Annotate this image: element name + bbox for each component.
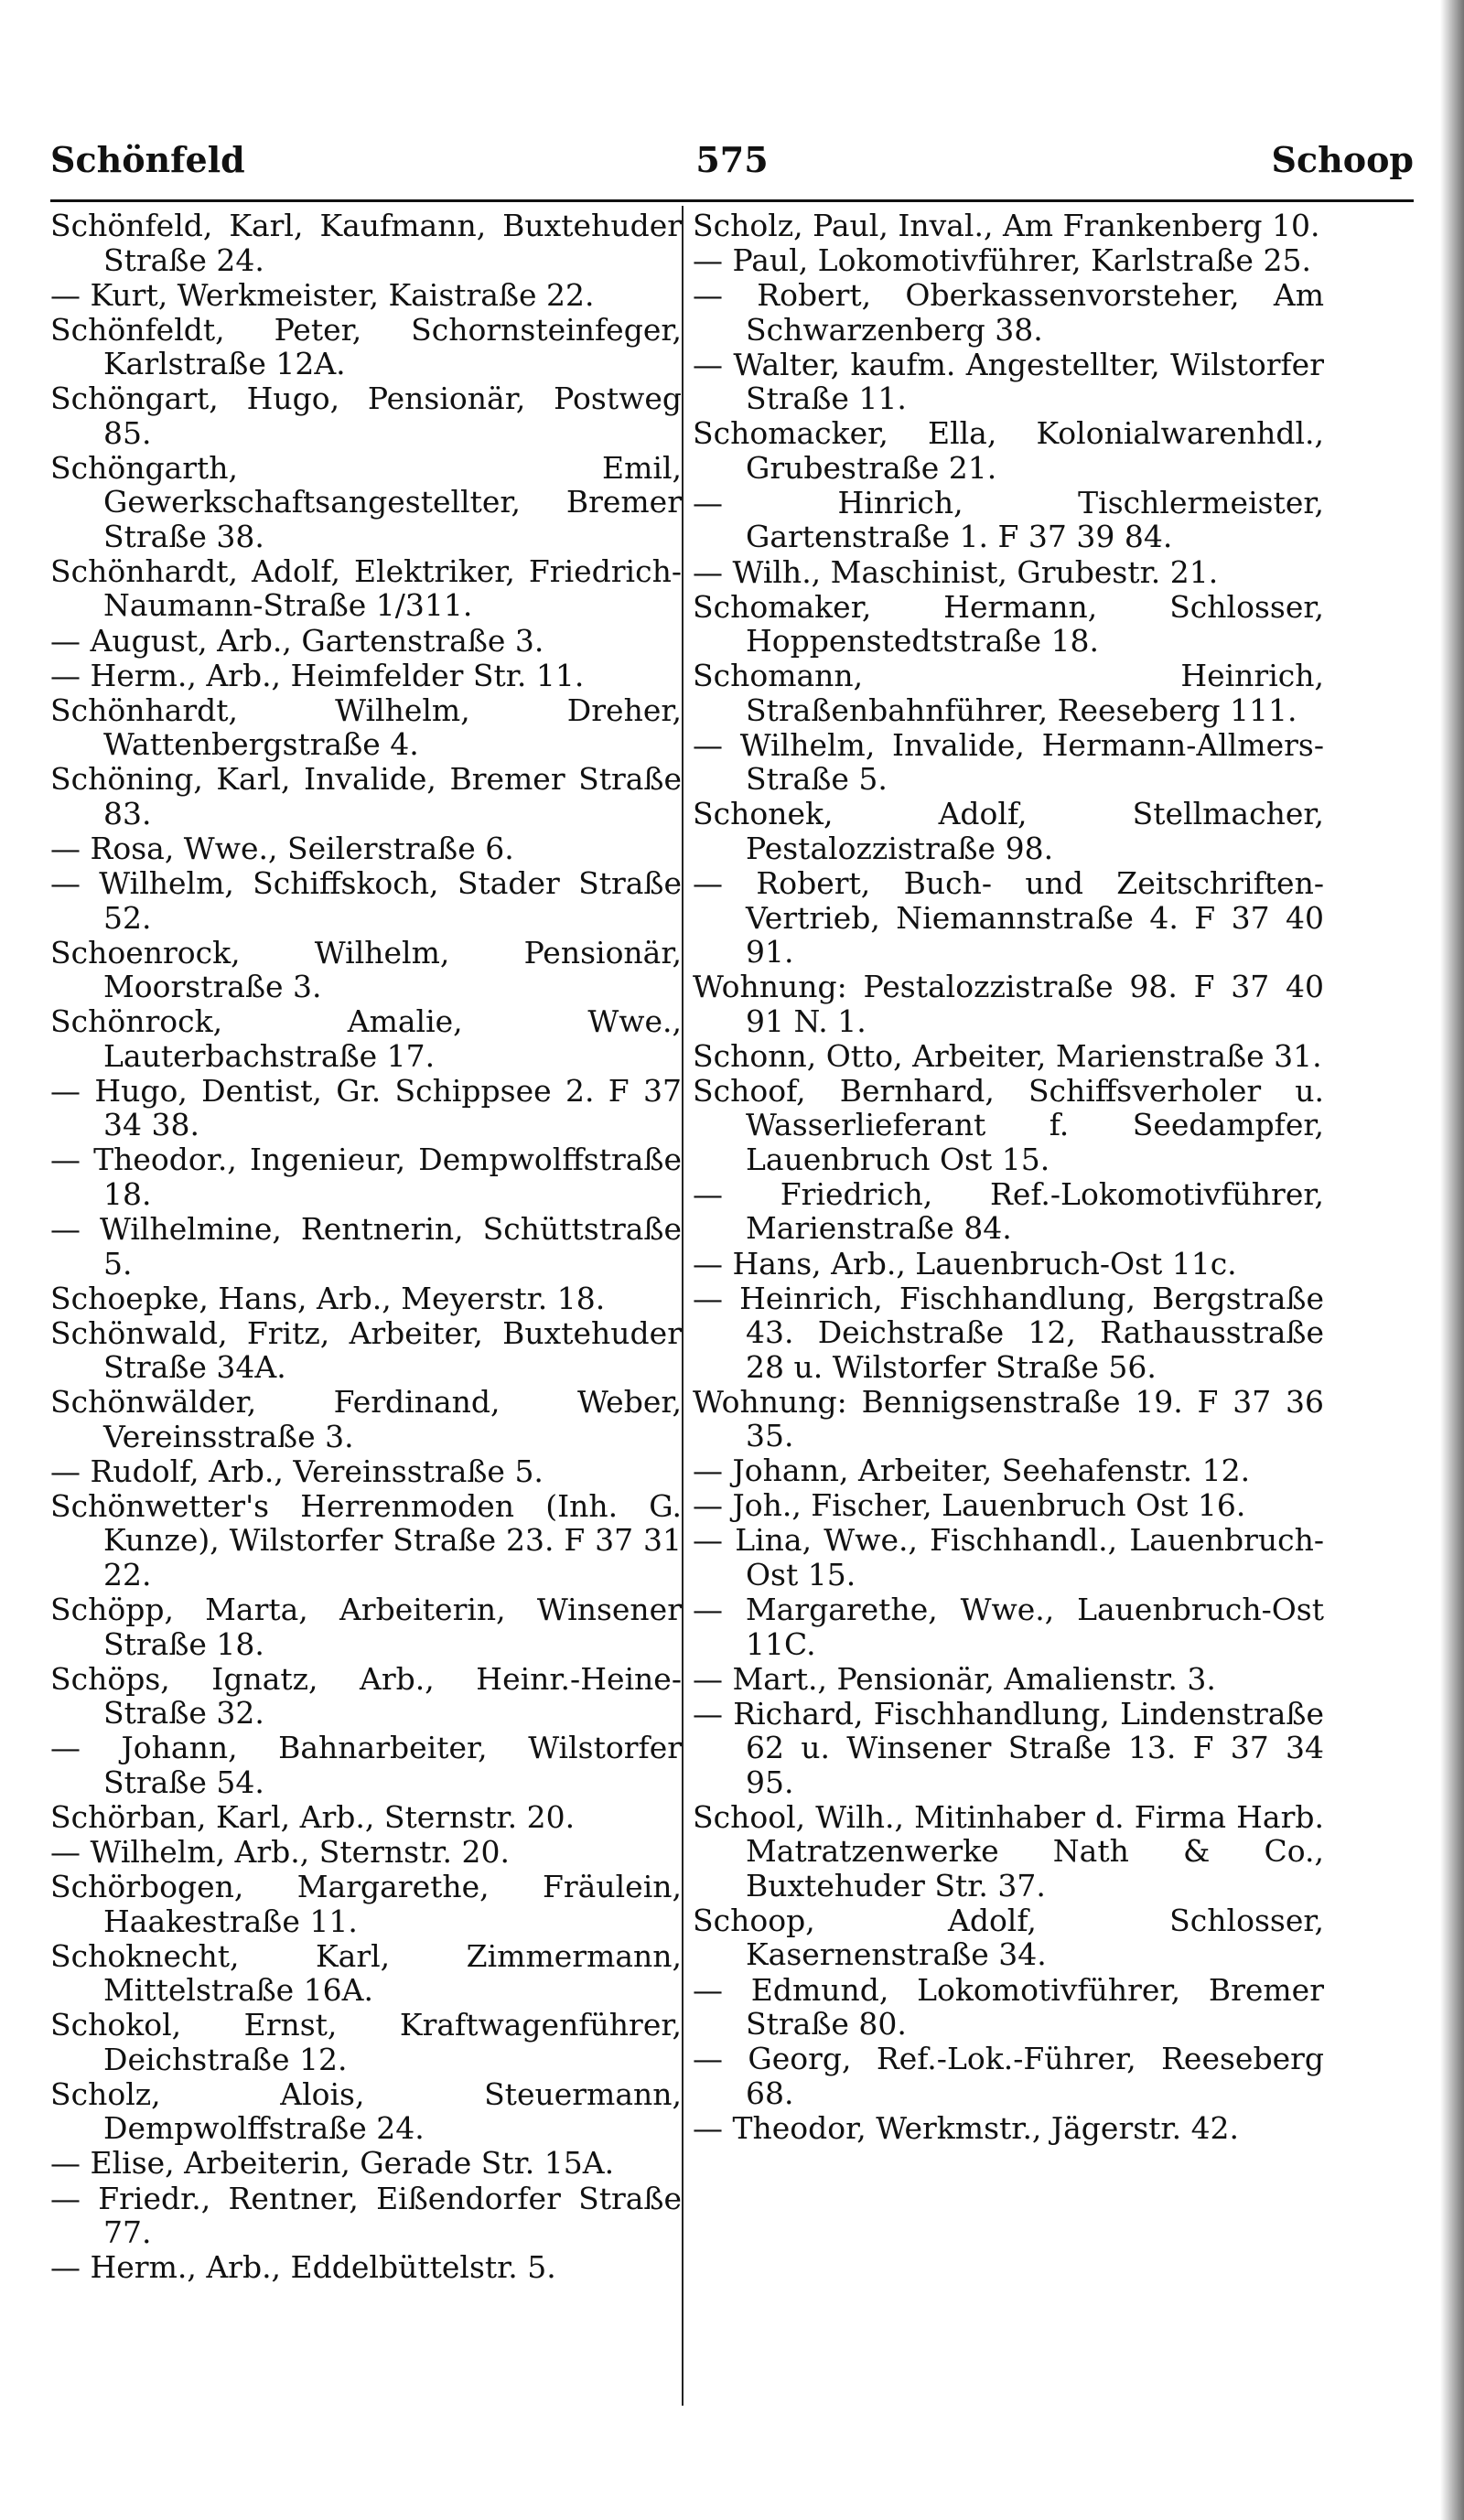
page-edge-shadow <box>1440 0 1464 2520</box>
list-item: — Georg, Ref.-Lok.-Führer, Reeseberg 68. <box>693 2041 1324 2111</box>
list-item: — Heinrich, Fischhandlung, Bergstraße 43. Deichstraße 12, Rathausstraße 28 u. Wilstorfer Straße 56. <box>693 1280 1324 1385</box>
list-item: Schoknecht, Karl, Zimmermann, Mittelstraße 16A. <box>50 1937 682 2009</box>
list-item: Schönwälder, Ferdinand, Weber, Vereinsstraße 3. <box>50 1384 682 1454</box>
column-divider <box>682 206 684 2406</box>
list-item: — Wilhelm, Arb., Sternstr. 20. <box>50 1833 510 1870</box>
left-column <box>50 209 682 2404</box>
list-item: Schönfeld, Karl, Kaufmann, Buxtehuder Straße 24. <box>50 209 682 278</box>
list-item: Schomaker, Hermann, Schlosser, Hoppenstedtstraße 18. <box>693 588 1324 659</box>
list-item: — Rudolf, Arb., Vereinsstraße 5. <box>50 1453 544 1489</box>
list-item: Schörban, Karl, Arb., Sternstr. 20. <box>50 1798 576 1835</box>
list-item: — Wilhelm, Invalide, Hermann-Allmers-Straße 5. <box>693 726 1324 798</box>
list-item: — Mart., Pensionär, Amalienstr. 3. <box>693 1660 1216 1697</box>
list-item: — Edmund, Lokomotivführer, Bremer Straße 80. <box>693 1971 1324 2043</box>
header-rule <box>50 199 1414 202</box>
page-header <box>50 139 1414 194</box>
list-item: Schönhardt, Wilhelm, Dreher, Wattenbergstraße 4. <box>50 692 682 763</box>
list-item: Schomacker, Ella, Kolonialwarenhdl., Grubestraße 21. <box>693 415 1324 486</box>
list-item: Schoenrock, Wilhelm, Pensionär, Moorstraße 3. <box>50 934 682 1005</box>
header-left-catchword: Schönfeld <box>50 139 245 180</box>
list-item: Schöngarth, Emil, Gewerkschaftsangestellter, Bremer Straße 38. <box>50 449 682 554</box>
list-item: Wohnung: Pestalozzistraße 98. F 37 40 91 N. 1. <box>693 969 1324 1039</box>
header-right-catchword: Schoop <box>1271 139 1414 180</box>
list-item: — Robert, Buch- und Zeitschriften-Vertrieb, Niemannstraße 4. F 37 40 91. <box>693 865 1324 970</box>
list-item: Scholz, Paul, Inval., Am Frankenberg 10. <box>693 209 1320 243</box>
right-column <box>693 209 1324 2404</box>
list-item: — Lina, Wwe., Fischhandl., Lauenbruch-Ost 15. <box>693 1522 1324 1592</box>
list-item: — Friedrich, Ref.-Lokomotivführer, Marienstraße 84. <box>693 1175 1324 1247</box>
list-item: — Elise, Arbeiterin, Gerade Str. 15A. <box>50 2145 615 2182</box>
list-item: Schönwetter's Herrenmoden (Inh. G. Kunze), Wilstorfer Straße 23. F 37 31 22. <box>50 1487 682 1592</box>
list-item: — Wilhelm, Schiffskoch, Stader Straße 52. <box>50 865 682 936</box>
list-item: Schörbogen, Margarethe, Fräulein, Haakestraße 11. <box>50 1869 682 1939</box>
list-item: — August, Arb., Gartenstraße 3. <box>50 622 544 659</box>
list-item: Schoepke, Hans, Arb., Meyerstr. 18. <box>50 1280 606 1316</box>
list-item: — Johann, Bahnarbeiter, Wilstorfer Straße 54. <box>50 1730 682 1800</box>
list-item: — Hinrich, Tischlermeister, Gartenstraße 1. F 37 39 84. <box>693 484 1324 555</box>
list-item: — Theodor., Ingenieur, Dempwolffstraße 18. <box>50 1142 682 1212</box>
list-item: Schöps, Ignatz, Arb., Heinr.-Heine-Straße 32. <box>50 1660 682 1732</box>
list-item: Schönfeldt, Peter, Schornsteinfeger, Karlstraße 12A. <box>50 311 682 382</box>
list-item: Schoof, Bernhard, Schiffsverholer u. Wasserlieferant f. Seedampfer, Lauenbruch Ost 15. <box>693 1072 1324 1177</box>
list-item: — Wilh., Maschinist, Grubestr. 21. <box>693 553 1219 590</box>
list-item: — Paul, Lokomotivführer, Karlstraße 25. <box>693 242 1311 279</box>
list-item: Schöpp, Marta, Arbeiterin, Winsener Straße 18. <box>50 1592 682 1662</box>
list-item: — Kurt, Werkmeister, Kaistraße 22. <box>50 276 595 313</box>
list-item: Schonek, Adolf, Stellmacher, Pestalozzistraße 98. <box>693 796 1324 866</box>
list-item: — Herm., Arb., Heimfelder Str. 11. <box>50 657 585 693</box>
list-item: — Hans, Arb., Lauenbruch-Ost 11c. <box>693 1245 1237 1281</box>
list-item: — Wilhelmine, Rentnerin, Schüttstraße 5. <box>50 1211 682 1281</box>
page-number: 575 <box>695 139 769 180</box>
list-item: Schöning, Karl, Invalide, Bremer Straße 83. <box>50 761 682 831</box>
list-item: Schomann, Heinrich, Straßenbahnführer, Reeseberg 111. <box>693 658 1324 728</box>
list-item: — Friedr., Rentner, Eißendorfer Straße 77. <box>50 2180 682 2250</box>
list-item: — Margarethe, Wwe., Lauenbruch-Ost 11C. <box>693 1592 1324 1662</box>
list-item: Wohnung: Bennigsenstraße 19. F 37 36 35. <box>693 1383 1324 1454</box>
list-item: — Herm., Arb., Eddelbüttelstr. 5. <box>50 2249 556 2286</box>
list-item: Schönhardt, Adolf, Elektriker, Friedrich-Naumann-Straße 1/311. <box>50 552 682 624</box>
list-item: Schönrock, Amalie, Wwe., Lauterbachstraße 17. <box>50 1003 682 1074</box>
list-item: Scholz, Alois, Steuermann, Dempwolffstraße 24. <box>50 2075 682 2147</box>
list-item: Schoop, Adolf, Schlosser, Kasernenstraße 34. <box>693 1902 1324 1973</box>
list-item: — Theodor, Werkmstr., Jägerstr. 42. <box>693 2109 1240 2146</box>
list-item: — Johann, Arbeiter, Seehafenstr. 12. <box>693 1453 1251 1489</box>
list-item: — Walter, kaufm. Angestellter, Wilstorfer Straße 11. <box>693 346 1324 417</box>
list-item: — Robert, Oberkassenvorsteher, Am Schwarzenberg 38. <box>693 277 1324 348</box>
list-item: School, Wilh., Mitinhaber d. Firma Harb. Matratzenwerke Nath & Co., Buxtehuder Str. 37. <box>693 1798 1324 1903</box>
list-item: Schokol, Ernst, Kraftwagenführer, Deichstraße 12. <box>50 2007 682 2077</box>
list-item: Schönwald, Fritz, Arbeiter, Buxtehuder Straße 34A. <box>50 1314 682 1386</box>
list-item: — Hugo, Dentist, Gr. Schippsee 2. F 37 34 38. <box>50 1072 682 1143</box>
list-item: Schonn, Otto, Arbeiter, Marienstraße 31. <box>693 1037 1322 1074</box>
list-item: — Richard, Fischhandlung, Lindenstraße 62 u. Winsener Straße 13. F 37 34 95. <box>693 1695 1324 1800</box>
list-item: — Joh., Fischer, Lauenbruch Ost 16. <box>693 1487 1246 1524</box>
list-item: — Rosa, Wwe., Seilerstraße 6. <box>50 830 514 866</box>
list-item: Schöngart, Hugo, Pensionär, Postweg 85. <box>50 381 682 451</box>
